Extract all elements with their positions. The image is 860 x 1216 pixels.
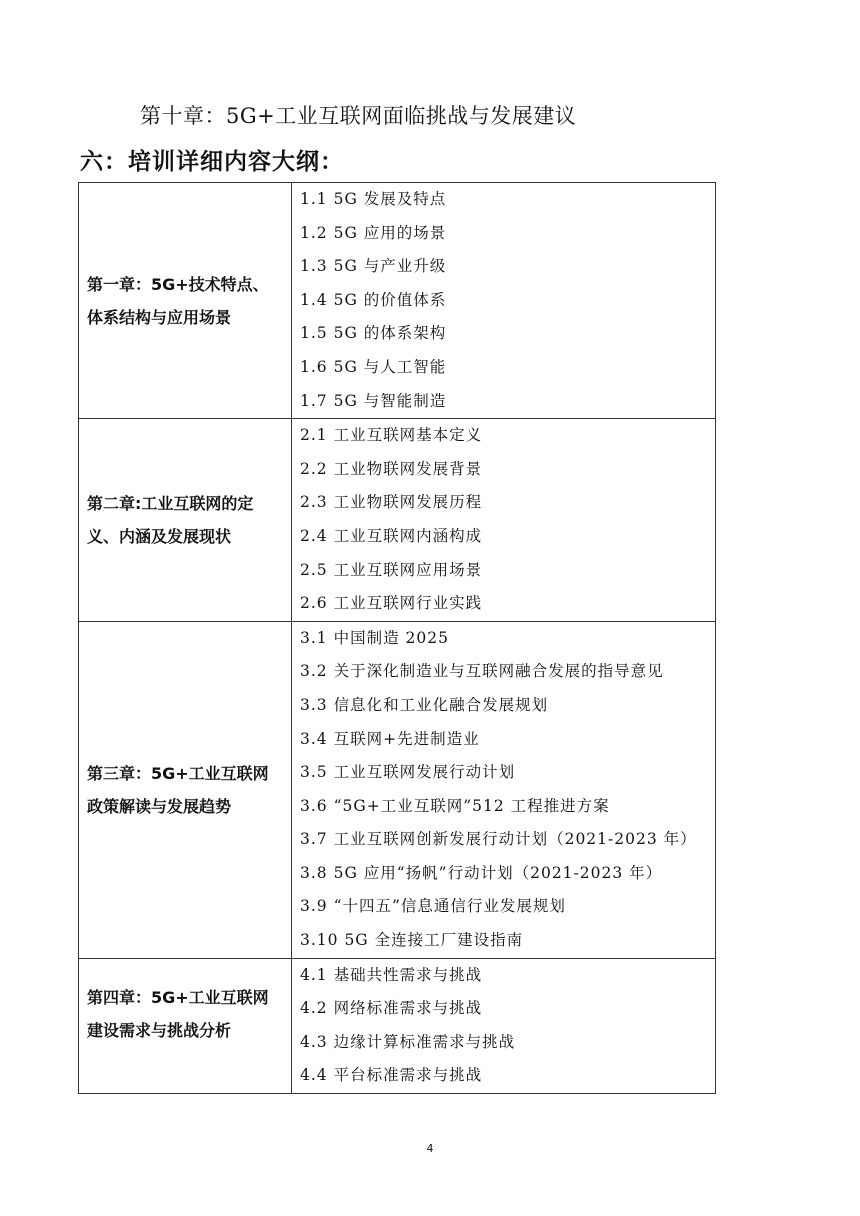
list-item: 2.4 工业互联网内涵构成 xyxy=(300,526,483,545)
chapter-items-cell xyxy=(292,419,716,622)
training-outline-table xyxy=(78,182,716,1094)
chapter-row-2 xyxy=(79,419,716,622)
list-item: 2.1 工业互联网基本定义 xyxy=(300,426,483,445)
chapter-items-cell xyxy=(292,183,716,419)
list-item: 3.10 5G 全连接工厂建设指南 xyxy=(300,931,524,950)
list-item: 3.7 工业互联网创新发展行动计划（2021-2023 年） xyxy=(300,830,697,849)
list-item: 1.7 5G 与智能制造 xyxy=(300,391,447,410)
chapter-title-cell xyxy=(79,621,292,958)
list-item: 3.4 互联网+先进制造业 xyxy=(300,729,480,748)
chapter-title-cell xyxy=(79,183,292,419)
chapter-title-line: 第一章：5G+技术特点、 xyxy=(87,274,269,294)
list-item: 1.4 5G 的价值体系 xyxy=(300,290,447,309)
chapter-items-cell xyxy=(292,958,716,1093)
list-item: 1.1 5G 发展及特点 xyxy=(300,190,447,208)
chapter-title-line: 第四章：5G+工业互联网 xyxy=(87,987,269,1007)
list-item: 2.2 工业物联网发展背景 xyxy=(300,459,483,478)
chapter-title-line: 政策解读与发展趋势 xyxy=(87,796,232,816)
list-item: 2.6 工业互联网行业实践 xyxy=(300,594,483,613)
page-number: 4 xyxy=(426,1142,434,1155)
chapter-title-cell xyxy=(79,958,292,1093)
list-item: 1.3 5G 与产业升级 xyxy=(300,257,447,276)
list-item: 3.8 5G 应用“扬帆”行动计划（2021-2023 年） xyxy=(300,863,663,882)
list-item: 3.6 “5G+工业互联网”512 工程推进方案 xyxy=(300,796,610,815)
list-item: 3.2 关于深化制造业与互联网融合发展的指导意见 xyxy=(300,662,664,681)
list-item: 4.3 边缘计算标准需求与挑战 xyxy=(300,1032,516,1051)
chapter-ten-heading: 第十章：5G+工业互联网面临挑战与发展建议 xyxy=(140,104,577,128)
list-item: 2.3 工业物联网发展历程 xyxy=(300,493,483,512)
list-item: 2.5 工业互联网应用场景 xyxy=(300,560,483,579)
list-item: 1.2 5G 应用的场景 xyxy=(300,223,447,242)
list-item: 4.4 平台标准需求与挑战 xyxy=(300,1066,483,1085)
chapter-items-cell xyxy=(292,621,716,958)
chapter-title-line: 义、内涵及发展现状 xyxy=(87,526,232,546)
list-item: 3.5 工业互联网发展行动计划 xyxy=(300,763,516,782)
chapter-title-line: 建设需求与挑战分析 xyxy=(87,1020,232,1040)
chapter-title-line: 第二章:工业互联网的定 xyxy=(87,493,254,513)
list-item: 3.9 “十四五”信息通信行业发展规划 xyxy=(300,897,566,916)
chapter-row-4 xyxy=(79,958,716,1093)
list-item: 4.2 网络标准需求与挑战 xyxy=(300,999,483,1018)
list-item: 3.1 中国制造 2025 xyxy=(300,628,449,647)
chapter-title-cell xyxy=(79,419,292,622)
list-item: 4.1 基础共性需求与挑战 xyxy=(300,965,483,984)
section-heading: 六：培训详细内容大纲： xyxy=(80,149,344,175)
list-item: 1.6 5G 与人工智能 xyxy=(300,357,447,376)
chapter-title-line: 体系结构与应用场景 xyxy=(87,307,232,327)
chapter-title-line: 第三章：5G+工业互联网 xyxy=(87,763,269,783)
chapter-row-3 xyxy=(79,621,716,958)
list-item: 1.5 5G 的体系架构 xyxy=(300,324,447,343)
list-item: 3.3 信息化和工业化融合发展规划 xyxy=(300,695,549,714)
chapter-row-1 xyxy=(79,183,716,419)
